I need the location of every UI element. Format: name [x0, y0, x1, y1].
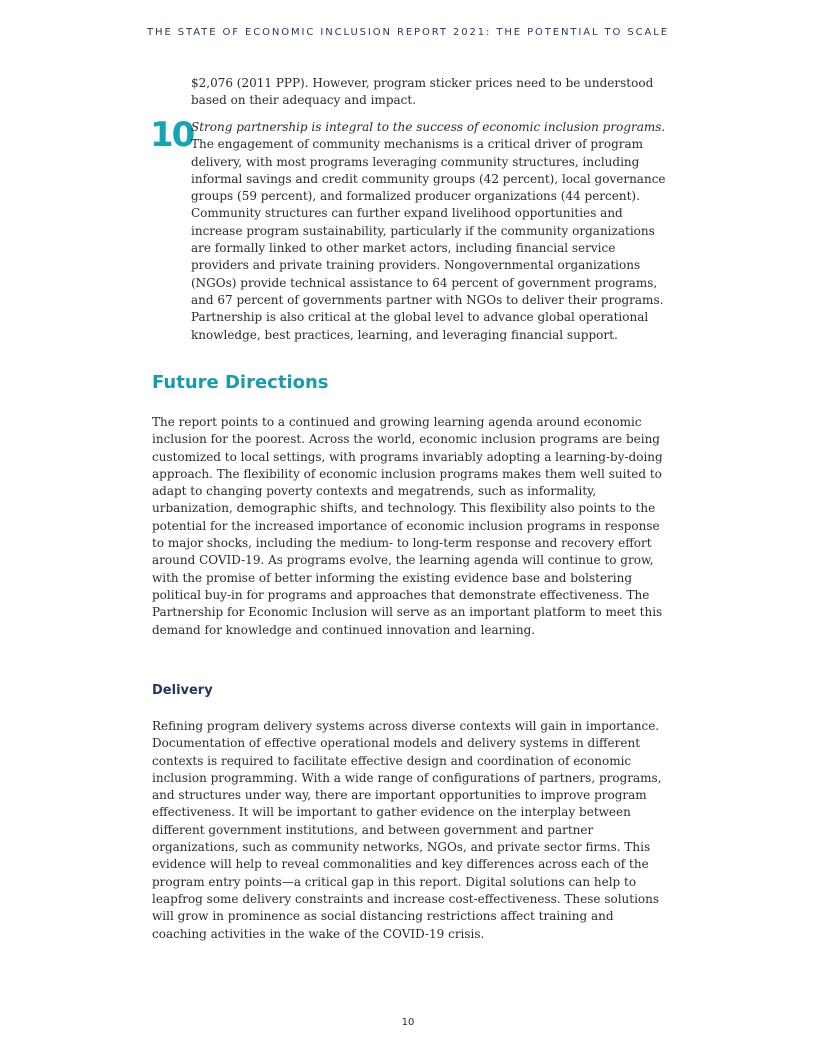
delivery-paragraph: Refining program delivery systems across diverse contexts will gain in importance. Documentation of effective operational models and delivery systems in different contexts is required to facilitate effective design and coordination of economic inclusion programming. With a wide range of configurations of partners, programs, and structures under way, there are important opportunities to improve program effectiveness. It will be important to gather evidence on the interplay between different government institutions, and between government and partner organizations, such as community networks, NGOs, and private sector firms. This evidence will help to reveal commonalities and key differences across each of the program entry points—a critical gap in this report. Digital solutions can help to leapfrog some delivery constraints and increase cost-effectiveness. These solutions will grow in prominence as social distancing restrictions affect training and coaching activities in the wake of the COVID-19 crisis.: [152, 719, 662, 941]
key-finding-paragraph: [191, 119, 671, 344]
key-finding-number: 10: [150, 115, 194, 155]
subsection-heading-delivery: Delivery: [152, 683, 213, 698]
key-finding-lead: Strong partnership is integral to the success of economic inclusion programs.: [191, 120, 666, 134]
future-directions-paragraph: The report points to a continued and growing learning agenda around economic inclusion for the poorest. Across the world, economic inclusion programs are being customized to local settings, with programs invariably adopting a learning-by-doing approach. The flexibility of economic inclusion programs makes them well suited to adapt to changing poverty contexts and megatrends, such as informality, urbanization, demographic shifts, and technology. This flexibility also points to the potential for the increased importance of economic inclusion programs in response to major shocks, including the medium- to long-term response and recovery effort around COVID-19. As programs evolve, the learning agenda will continue to grow, with the promise of better informing the existing evidence base and bolstering political buy-in for programs and approaches that demonstrate effectiveness. The Partnership for Economic Inclusion will serve as an important platform to meet this demand for knowledge and continued innovation and learning.: [152, 415, 663, 637]
intro-paragraph: $2,076 (2011 PPP). However, program sticker prices need to be understood based on their adequacy and impact.: [191, 76, 654, 108]
page-number: 10: [401, 1017, 415, 1028]
running-header: THE STATE OF ECONOMIC INCLUSION REPORT 2021: THE POTENTIAL TO SCALE: [147, 27, 669, 38]
key-finding-body: The engagement of community mechanisms is a critical driver of program delivery, with most programs leveraging community structures, including informal savings and credit community groups (42 percent), local governance groups (59 percent), and formalized producer organizations (44 percent). Community structures can further expand livelihood opportunities and increase program sustainability, particularly if the community organizations are formally linked to other market actors, including financial service providers and private training providers. Nongovernmental organizations (NGOs) provide technical assistance to 64 percent of government programs, and 67 percent of governments partner with NGOs to deliver their programs. Partnership is also critical at the global level to advance global operational knowledge, best practices, learning, and leveraging financial support.: [191, 137, 666, 342]
section-heading-future-directions: Future Directions: [152, 372, 329, 393]
